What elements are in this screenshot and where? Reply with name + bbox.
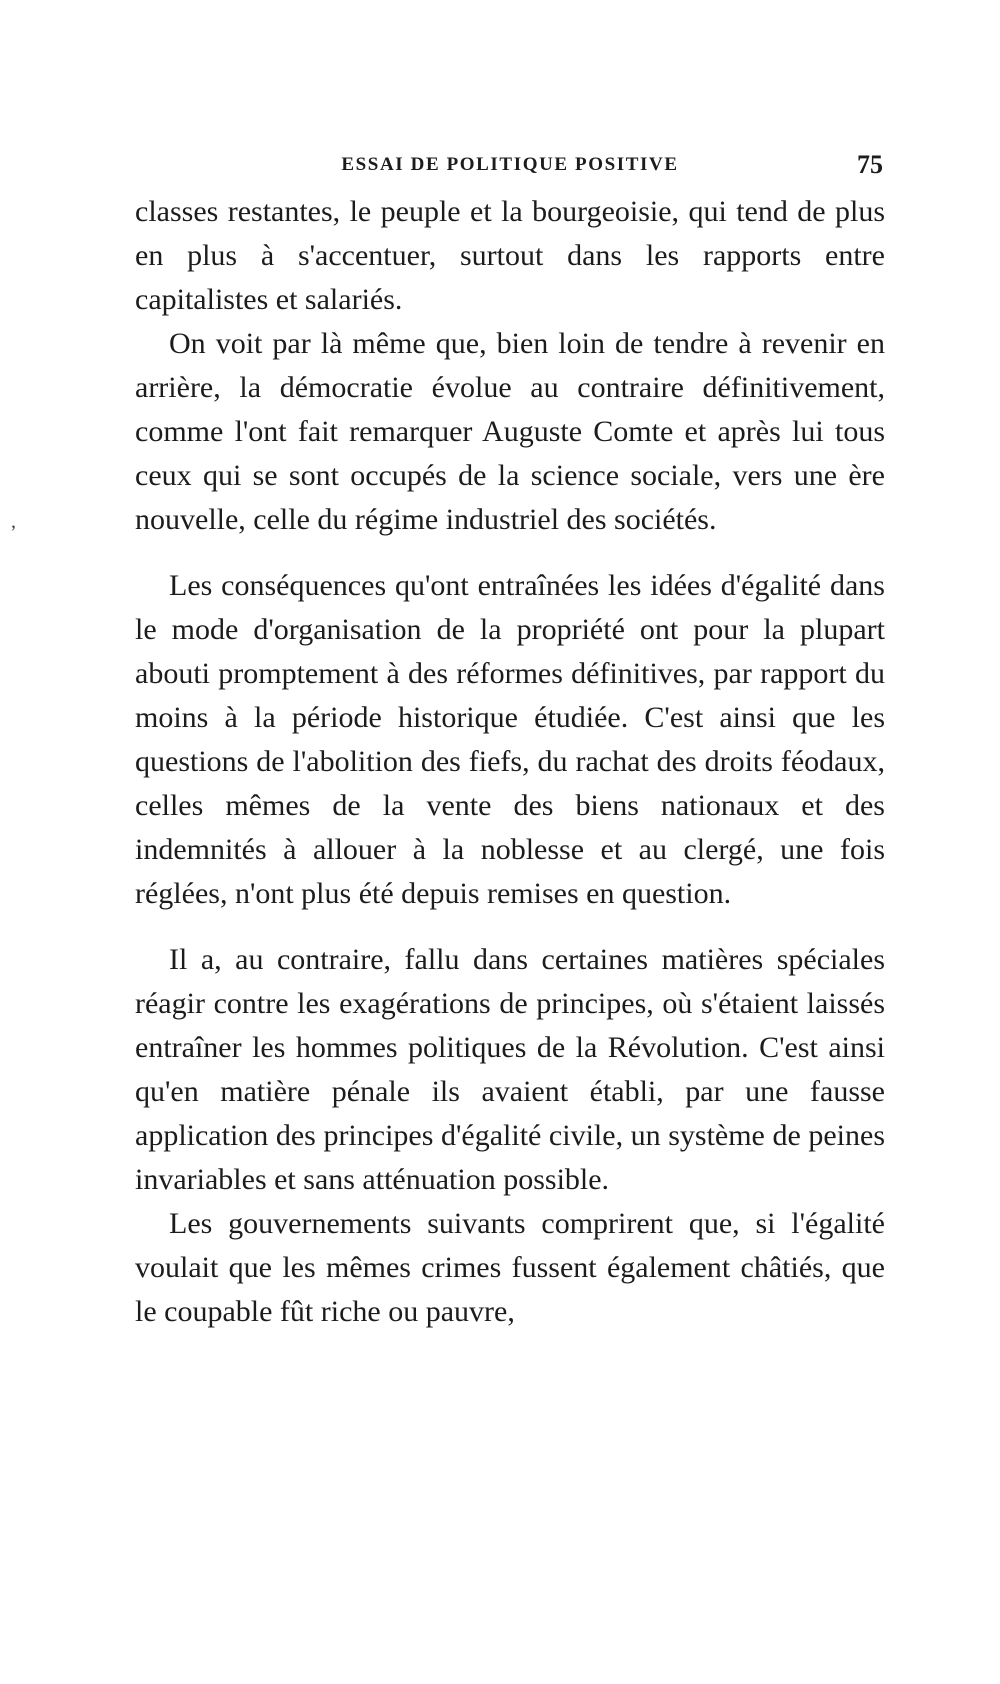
body-text [135, 190, 885, 1334]
paragraph-2: On voit par là même que, bien loin de tendre à revenir en arrière, la démocratie évolue au contraire définitivement, comme l'ont fait remarquer Auguste Comte et après lui tous ceux qui se sont occupés de la science sociale, vers une ère nouvelle, celle du régime industriel des sociétés. [135, 327, 885, 536]
paragraph-3: Les conséquences qu'ont entraînées les idées d'égalité dans le mode d'organisation de la propriété ont pour la plupart abouti promptement à des réformes définitives, par rapport du moins à la période historique étudiée. C'est ainsi que les questions de l'abolition des fiefs, du rachat des droits féodaux, celles mêmes de la vente des biens nationaux et des indemnités à allouer à la noblesse et au clergé, une fois réglées, n'ont plus été depuis remises en question. [135, 569, 885, 910]
running-head [135, 150, 885, 184]
paragraph-1: classes restantes, le peuple et la bourgeoisie, qui tend de plus en plus à s'accentuer, surtout dans les rapports entre capitalistes et salariés. [135, 195, 885, 316]
running-title: ESSAI DE POLITIQUE POSITIVE [341, 154, 679, 175]
paragraph-5: Les gouvernements suivants comprirent que, si l'égalité voulait que les mêmes crimes fussent également châtiés, que le coupable fût riche ou pauvre, [135, 1207, 885, 1328]
margin-mark: ʼ [10, 522, 17, 544]
page-number: 75 [857, 150, 883, 179]
paragraph-4: Il a, au contraire, fallu dans certaines matières spéciales réagir contre les exagérations de principes, où s'étaient laissés entraîner les hommes politiques de la Révolution. C'est ainsi qu'en matière pénale ils avaient établi, par une fausse application des principes d'égalité civile, un système de peines invariables et sans atténuation possible. [135, 943, 885, 1196]
